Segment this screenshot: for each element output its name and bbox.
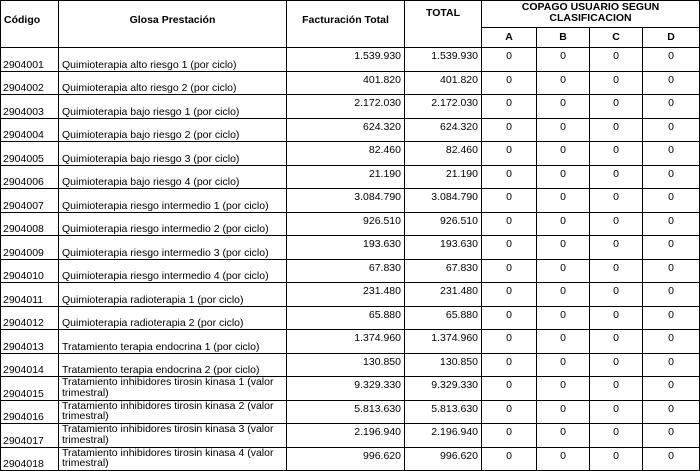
cell-code: 2904012 bbox=[1, 306, 59, 330]
cell-total: 231.480 bbox=[405, 283, 482, 307]
table-row bbox=[1, 95, 700, 119]
cell-class-d: 0 bbox=[643, 142, 700, 166]
cell-gloss: Quimioterapia riesgo intermedio 4 (por ciclo) bbox=[59, 259, 287, 283]
cell-class-a: 0 bbox=[482, 424, 537, 448]
cell-class-b: 0 bbox=[537, 48, 590, 72]
cell-class-c: 0 bbox=[590, 165, 643, 189]
cell-class-c: 0 bbox=[590, 424, 643, 448]
header-class-b: B bbox=[537, 28, 590, 48]
cell-class-a: 0 bbox=[482, 48, 537, 72]
header-copago: COPAGO USUARIO SEGUN CLASIFICACION bbox=[482, 1, 700, 28]
cell-class-c: 0 bbox=[590, 377, 643, 401]
cell-total: 1.374.960 bbox=[405, 330, 482, 354]
cell-total: 1.539.930 bbox=[405, 48, 482, 72]
table-row bbox=[1, 424, 700, 448]
header-class-d: D bbox=[643, 28, 700, 48]
cell-class-b: 0 bbox=[537, 236, 590, 260]
cell-gloss: Tratamiento inhibidores tirosin kinasa 2 (valor trimestral) bbox=[59, 400, 287, 424]
cell-total: 2.196.940 bbox=[405, 424, 482, 448]
cell-gloss: Tratamiento terapia endocrina 1 (por ciclo) bbox=[59, 330, 287, 354]
cell-gloss: Tratamiento inhibidores tirosin kinasa 4 (valor trimestral) bbox=[59, 447, 287, 471]
cell-class-d: 0 bbox=[643, 95, 700, 119]
cell-class-a: 0 bbox=[482, 330, 537, 354]
table-body bbox=[1, 48, 700, 471]
cell-class-a: 0 bbox=[482, 259, 537, 283]
table-row bbox=[1, 236, 700, 260]
cell-class-a: 0 bbox=[482, 283, 537, 307]
cell-class-a: 0 bbox=[482, 353, 537, 377]
cell-total: 926.510 bbox=[405, 212, 482, 236]
cell-class-c: 0 bbox=[590, 48, 643, 72]
cell-class-c: 0 bbox=[590, 259, 643, 283]
cell-gloss: Quimioterapia riesgo intermedio 2 (por ciclo) bbox=[59, 212, 287, 236]
cell-class-b: 0 bbox=[537, 377, 590, 401]
cell-total: 130.850 bbox=[405, 353, 482, 377]
cell-total: 2.172.030 bbox=[405, 95, 482, 119]
cell-class-d: 0 bbox=[643, 48, 700, 72]
cell-total: 5.813.630 bbox=[405, 400, 482, 424]
cell-class-b: 0 bbox=[537, 212, 590, 236]
table-row bbox=[1, 353, 700, 377]
cell-gloss: Quimioterapia alto riesgo 2 (por ciclo) bbox=[59, 71, 287, 95]
cell-class-b: 0 bbox=[537, 424, 590, 448]
cell-class-b: 0 bbox=[537, 165, 590, 189]
header-billing: Facturación Total bbox=[287, 1, 405, 48]
cell-class-a: 0 bbox=[482, 118, 537, 142]
cell-class-d: 0 bbox=[643, 259, 700, 283]
cell-class-d: 0 bbox=[643, 165, 700, 189]
cell-class-a: 0 bbox=[482, 142, 537, 166]
cell-class-a: 0 bbox=[482, 189, 537, 213]
header-gloss: Glosa Prestación bbox=[59, 1, 287, 48]
cell-code: 2904013 bbox=[1, 330, 59, 354]
cell-class-c: 0 bbox=[590, 283, 643, 307]
cell-class-d: 0 bbox=[643, 306, 700, 330]
cell-billing: 401.820 bbox=[287, 71, 405, 95]
cell-class-a: 0 bbox=[482, 95, 537, 119]
cell-class-a: 0 bbox=[482, 377, 537, 401]
cell-billing: 2.196.940 bbox=[287, 424, 405, 448]
cell-code: 2904001 bbox=[1, 48, 59, 72]
table-row bbox=[1, 71, 700, 95]
cell-class-b: 0 bbox=[537, 330, 590, 354]
table-row bbox=[1, 189, 700, 213]
cell-class-c: 0 bbox=[590, 353, 643, 377]
cell-gloss: Tratamiento inhibidores tirosin kinasa 1 (valor trimestral) bbox=[59, 377, 287, 401]
cell-code: 2904008 bbox=[1, 212, 59, 236]
cell-billing: 996.620 bbox=[287, 447, 405, 471]
header-class-a: A bbox=[482, 28, 537, 48]
cell-billing: 624.320 bbox=[287, 118, 405, 142]
cell-total: 3.084.790 bbox=[405, 189, 482, 213]
cell-class-c: 0 bbox=[590, 400, 643, 424]
cell-class-d: 0 bbox=[643, 377, 700, 401]
cell-code: 2904004 bbox=[1, 118, 59, 142]
table-row bbox=[1, 330, 700, 354]
table-row bbox=[1, 400, 700, 424]
header-code: Código bbox=[1, 1, 59, 48]
cell-gloss: Quimioterapia riesgo intermedio 1 (por ciclo) bbox=[59, 189, 287, 213]
cell-class-d: 0 bbox=[643, 283, 700, 307]
cell-class-b: 0 bbox=[537, 189, 590, 213]
cell-class-c: 0 bbox=[590, 189, 643, 213]
cell-class-b: 0 bbox=[537, 447, 590, 471]
cell-billing: 67.830 bbox=[287, 259, 405, 283]
cell-class-d: 0 bbox=[643, 400, 700, 424]
cell-class-a: 0 bbox=[482, 71, 537, 95]
cell-class-d: 0 bbox=[643, 189, 700, 213]
cell-class-a: 0 bbox=[482, 306, 537, 330]
cell-total: 67.830 bbox=[405, 259, 482, 283]
cell-total: 624.320 bbox=[405, 118, 482, 142]
cell-class-b: 0 bbox=[537, 142, 590, 166]
cell-code: 2904002 bbox=[1, 71, 59, 95]
cell-billing: 1.539.930 bbox=[287, 48, 405, 72]
cell-total: 9.329.330 bbox=[405, 377, 482, 401]
cell-code: 2904009 bbox=[1, 236, 59, 260]
cell-code: 2904003 bbox=[1, 95, 59, 119]
cell-total: 193.630 bbox=[405, 236, 482, 260]
cell-class-a: 0 bbox=[482, 236, 537, 260]
header-total: TOTAL bbox=[405, 1, 482, 48]
cell-code: 2904015 bbox=[1, 377, 59, 401]
cell-gloss: Quimioterapia alto riesgo 1 (por ciclo) bbox=[59, 48, 287, 72]
cell-billing: 130.850 bbox=[287, 353, 405, 377]
table-row bbox=[1, 306, 700, 330]
cell-code: 2904007 bbox=[1, 189, 59, 213]
cell-code: 2904017 bbox=[1, 424, 59, 448]
cell-class-b: 0 bbox=[537, 118, 590, 142]
table-row bbox=[1, 447, 700, 471]
cell-class-d: 0 bbox=[643, 118, 700, 142]
cell-class-d: 0 bbox=[643, 424, 700, 448]
cell-code: 2904016 bbox=[1, 400, 59, 424]
cell-class-a: 0 bbox=[482, 165, 537, 189]
table-row bbox=[1, 212, 700, 236]
cell-gloss: Quimioterapia bajo riesgo 3 (por ciclo) bbox=[59, 142, 287, 166]
cell-class-c: 0 bbox=[590, 447, 643, 471]
cell-class-d: 0 bbox=[643, 71, 700, 95]
cell-gloss: Quimioterapia radioterapia 1 (por ciclo) bbox=[59, 283, 287, 307]
cell-gloss: Quimioterapia radioterapia 2 (por ciclo) bbox=[59, 306, 287, 330]
cell-code: 2904014 bbox=[1, 353, 59, 377]
cell-code: 2904010 bbox=[1, 259, 59, 283]
cell-class-b: 0 bbox=[537, 71, 590, 95]
cell-class-b: 0 bbox=[537, 283, 590, 307]
cell-class-c: 0 bbox=[590, 71, 643, 95]
cell-billing: 9.329.330 bbox=[287, 377, 405, 401]
cell-class-d: 0 bbox=[643, 447, 700, 471]
cell-class-c: 0 bbox=[590, 330, 643, 354]
table-row bbox=[1, 377, 700, 401]
cell-billing: 231.480 bbox=[287, 283, 405, 307]
table-row bbox=[1, 48, 700, 72]
cell-billing: 5.813.630 bbox=[287, 400, 405, 424]
cell-class-a: 0 bbox=[482, 400, 537, 424]
cell-class-b: 0 bbox=[537, 259, 590, 283]
cell-gloss: Tratamiento inhibidores tirosin kinasa 3 (valor trimestral) bbox=[59, 424, 287, 448]
cell-gloss: Quimioterapia bajo riesgo 1 (por ciclo) bbox=[59, 95, 287, 119]
table-row bbox=[1, 283, 700, 307]
cell-code: 2904006 bbox=[1, 165, 59, 189]
cell-class-c: 0 bbox=[590, 142, 643, 166]
cell-gloss: Tratamiento terapia endocrina 2 (por ciclo) bbox=[59, 353, 287, 377]
cell-billing: 1.374.960 bbox=[287, 330, 405, 354]
cell-gloss: Quimioterapia bajo riesgo 2 (por ciclo) bbox=[59, 118, 287, 142]
cell-class-d: 0 bbox=[643, 212, 700, 236]
cell-total: 21.190 bbox=[405, 165, 482, 189]
cell-code: 2904018 bbox=[1, 447, 59, 471]
cell-gloss: Quimioterapia bajo riesgo 4 (por ciclo) bbox=[59, 165, 287, 189]
cell-billing: 926.510 bbox=[287, 212, 405, 236]
cell-billing: 21.190 bbox=[287, 165, 405, 189]
cell-class-b: 0 bbox=[537, 95, 590, 119]
cell-billing: 65.880 bbox=[287, 306, 405, 330]
cell-class-b: 0 bbox=[537, 353, 590, 377]
table-row bbox=[1, 165, 700, 189]
cell-total: 996.620 bbox=[405, 447, 482, 471]
cell-class-d: 0 bbox=[643, 330, 700, 354]
cell-class-c: 0 bbox=[590, 236, 643, 260]
cell-class-c: 0 bbox=[590, 306, 643, 330]
cell-total: 65.880 bbox=[405, 306, 482, 330]
table-row bbox=[1, 259, 700, 283]
cell-billing: 193.630 bbox=[287, 236, 405, 260]
cell-billing: 3.084.790 bbox=[287, 189, 405, 213]
cell-class-b: 0 bbox=[537, 400, 590, 424]
cell-class-a: 0 bbox=[482, 447, 537, 471]
cell-class-d: 0 bbox=[643, 353, 700, 377]
cell-class-c: 0 bbox=[590, 118, 643, 142]
cell-class-b: 0 bbox=[537, 306, 590, 330]
cell-class-d: 0 bbox=[643, 236, 700, 260]
cell-billing: 2.172.030 bbox=[287, 95, 405, 119]
table-row bbox=[1, 142, 700, 166]
table-row bbox=[1, 118, 700, 142]
cell-billing: 82.460 bbox=[287, 142, 405, 166]
cell-code: 2904011 bbox=[1, 283, 59, 307]
cell-total: 82.460 bbox=[405, 142, 482, 166]
cell-code: 2904005 bbox=[1, 142, 59, 166]
cell-class-c: 0 bbox=[590, 95, 643, 119]
cell-gloss: Quimioterapia riesgo intermedio 3 (por ciclo) bbox=[59, 236, 287, 260]
cell-class-c: 0 bbox=[590, 212, 643, 236]
header-row bbox=[1, 1, 700, 28]
cell-total: 401.820 bbox=[405, 71, 482, 95]
cell-class-a: 0 bbox=[482, 212, 537, 236]
header-class-c: C bbox=[590, 28, 643, 48]
